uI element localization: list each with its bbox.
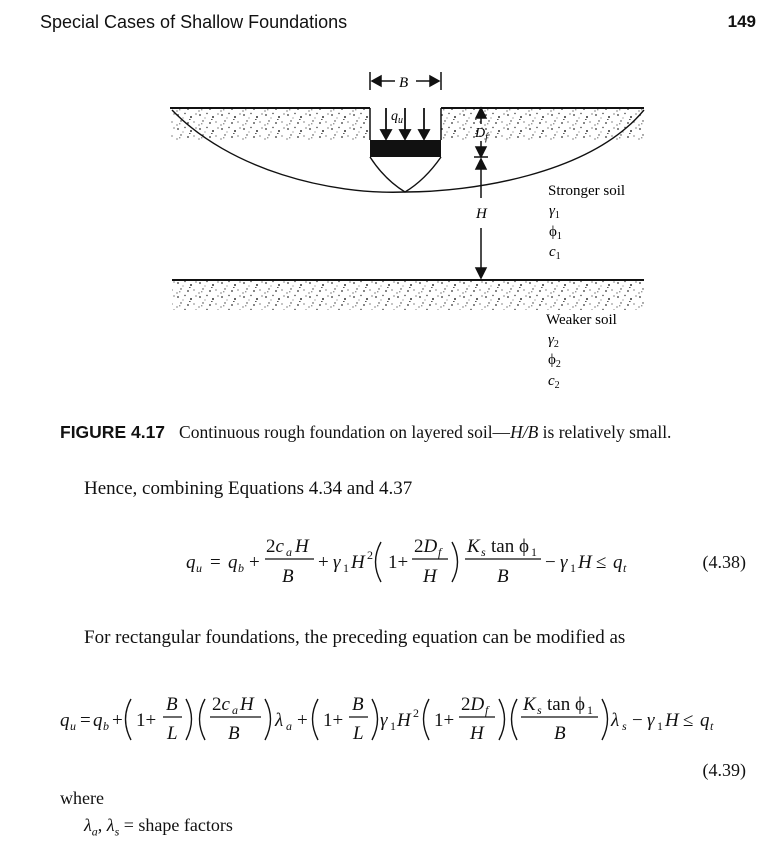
- svg-text:2: 2: [413, 706, 419, 720]
- svg-text:1: 1: [570, 561, 576, 575]
- svg-text:B: B: [554, 723, 566, 744]
- svg-text:a: a: [286, 719, 292, 733]
- svg-text:s: s: [622, 719, 627, 733]
- svg-text:b: b: [238, 561, 244, 575]
- svg-text:B: B: [228, 723, 240, 744]
- caption-label: FIGURE 4.17: [60, 422, 166, 442]
- phi1-label: $\phi_1$: [549, 224, 562, 242]
- page-number: 149: [727, 12, 756, 31]
- svg-text:≤: ≤: [683, 710, 694, 731]
- svg-text:L: L: [167, 723, 178, 744]
- depth-label: $D_f$: [475, 126, 488, 143]
- svg-text:H: H: [470, 723, 484, 744]
- svg-text:H: H: [240, 694, 254, 715]
- svg-text:−: −: [632, 710, 643, 731]
- equation-4-39: [0, 682, 782, 762]
- svg-text:+: +: [297, 710, 308, 731]
- svg-text:λ: λ: [611, 710, 620, 731]
- shape-factors-text: = shape factors: [123, 815, 233, 835]
- svg-text:K: K: [523, 694, 536, 715]
- svg-text:=: =: [210, 552, 221, 573]
- svg-text:q: q: [93, 710, 103, 731]
- svg-text:1: 1: [390, 719, 396, 733]
- svg-text:H: H: [397, 710, 411, 731]
- stronger-soil-label: Stronger soil: [548, 183, 626, 199]
- svg-text:a: a: [286, 545, 292, 559]
- equation-4-39-number: (4.39): [702, 760, 746, 780]
- rectangular-paragraph: For rectangular foundations, the preceding equation can be modified as: [84, 627, 626, 648]
- svg-text:f: f: [438, 545, 442, 559]
- caption-text: Continuous rough foundation on layered soil—: [179, 422, 511, 442]
- svg-text:u: u: [196, 561, 202, 575]
- load-arrows: [381, 108, 429, 139]
- svg-text:+: +: [112, 710, 123, 731]
- equation-4-38-number: (4.38): [702, 552, 746, 572]
- svg-text:2D: 2D: [414, 536, 438, 557]
- svg-text:q: q: [613, 552, 623, 573]
- svg-text:B: B: [352, 694, 364, 715]
- svg-text:tan ϕ: tan ϕ: [491, 536, 529, 557]
- gamma2-label: $\gamma_2$: [548, 332, 559, 350]
- foundation-footing: [370, 140, 441, 157]
- caption-ratio: H/B: [510, 422, 539, 442]
- thickness-label: H: [476, 206, 487, 222]
- load-label: $q_u$: [391, 109, 403, 126]
- intro-paragraph: Hence, combining Equations 4.34 and 4.37: [84, 478, 413, 499]
- svg-text:1: 1: [657, 719, 663, 733]
- svg-text:H: H: [665, 710, 679, 731]
- gamma1-label: $\gamma_1$: [549, 203, 560, 221]
- svg-text:≤: ≤: [596, 552, 607, 573]
- layered-soil-figure: [0, 0, 782, 410]
- svg-text:2D: 2D: [461, 694, 485, 715]
- svg-text:s: s: [481, 545, 486, 559]
- svg-text:1+: 1+: [388, 552, 409, 573]
- svg-text:H: H: [423, 566, 437, 587]
- running-title: Special Cases of Shallow Foundations: [40, 12, 348, 32]
- svg-text:L: L: [353, 723, 364, 744]
- svg-text:1: 1: [587, 703, 593, 717]
- svg-text:a: a: [232, 703, 238, 717]
- svg-text:γ: γ: [560, 552, 568, 573]
- figure-caption: [60, 422, 671, 443]
- c1-label: $c_1$: [549, 244, 561, 262]
- svg-text:λ: λ: [275, 710, 284, 731]
- svg-text:+: +: [249, 552, 260, 573]
- svg-text:+: +: [318, 552, 329, 573]
- svg-text:1: 1: [343, 561, 349, 575]
- svg-text:B: B: [497, 566, 509, 587]
- svg-text:1+: 1+: [136, 710, 157, 731]
- equation-4-38: [0, 520, 782, 600]
- lambda-symbols: $\lambda_a$, $\lambda_s$: [84, 815, 120, 839]
- svg-text:2c: 2c: [266, 536, 284, 557]
- weaker-soil-band: [172, 280, 644, 310]
- svg-text:γ: γ: [647, 710, 655, 731]
- svg-text:γ: γ: [333, 552, 341, 573]
- weaker-soil-label: Weaker soil: [546, 312, 617, 328]
- svg-text:=: =: [80, 710, 91, 731]
- svg-text:H: H: [295, 536, 309, 557]
- svg-text:−: −: [545, 552, 556, 573]
- svg-text:b: b: [103, 719, 109, 733]
- width-label: B: [399, 75, 409, 91]
- svg-text:q: q: [186, 552, 196, 573]
- svg-text:s: s: [537, 703, 542, 717]
- svg-text:1+: 1+: [323, 710, 344, 731]
- svg-text:t: t: [710, 719, 714, 733]
- where-label: where: [60, 788, 104, 808]
- svg-text:1+: 1+: [434, 710, 455, 731]
- svg-text:t: t: [623, 561, 627, 575]
- svg-text:q: q: [700, 710, 710, 731]
- svg-text:γ: γ: [380, 710, 388, 731]
- svg-text:q: q: [228, 552, 238, 573]
- svg-text:B: B: [166, 694, 178, 715]
- svg-text:K: K: [467, 536, 480, 557]
- phi2-label: $\phi_2$: [548, 352, 561, 370]
- caption-end: is relatively small.: [538, 422, 672, 442]
- svg-text:2: 2: [367, 548, 373, 562]
- svg-text:2c: 2c: [212, 694, 230, 715]
- svg-text:B: B: [282, 566, 294, 587]
- c2-label: $c_2$: [548, 373, 560, 391]
- svg-text:u: u: [70, 719, 76, 733]
- svg-text:f: f: [485, 703, 489, 717]
- svg-text:H: H: [578, 552, 592, 573]
- svg-text:q: q: [60, 710, 70, 731]
- svg-text:1: 1: [531, 545, 537, 559]
- svg-text:tan ϕ: tan ϕ: [547, 694, 585, 715]
- svg-text:H: H: [351, 552, 365, 573]
- shape-factors-definition: [84, 815, 233, 840]
